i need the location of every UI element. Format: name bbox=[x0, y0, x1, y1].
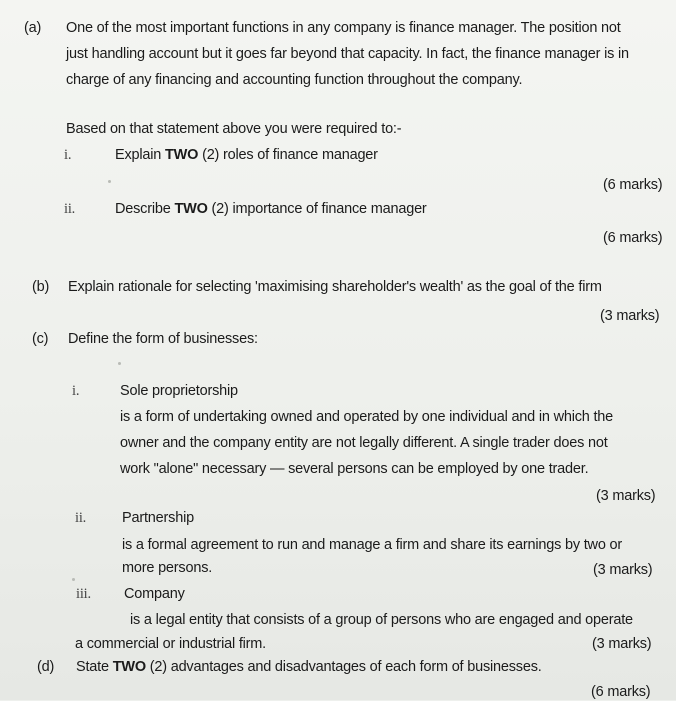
question-a-item-1-numeral: i. bbox=[64, 147, 72, 163]
question-b-label: (b) bbox=[32, 279, 50, 295]
question-c-item-3-line-1: is a legal entity that consists of a group of persons who are engaged and operate bbox=[130, 612, 633, 628]
question-c-item-1-marks: (3 marks) bbox=[596, 488, 656, 504]
question-c-item-3-numeral: iii. bbox=[76, 586, 91, 602]
question-c-item-2-line-1: is a formal agreement to run and manage a firm and share its earnings by two or bbox=[122, 537, 623, 553]
question-d-marks: (6 marks) bbox=[591, 684, 651, 700]
question-a-item-2-numeral: ii. bbox=[64, 201, 76, 217]
question-a-intro-line-1: One of the most important functions in any company is finance manager. The position not bbox=[66, 20, 621, 36]
question-a-intro-line-3: charge of any financing and accounting function throughout the company. bbox=[66, 72, 523, 88]
question-c-item-2-line-2: more persons. bbox=[122, 560, 213, 576]
question-d-label: (d) bbox=[37, 659, 55, 675]
question-c-item-1-line-1: is a form of undertaking owned and operated by one individual and in which the bbox=[120, 409, 614, 425]
question-a-intro-line-2: just handling account but it goes far beyond that capacity. In fact, the finance manager is in bbox=[66, 46, 629, 62]
scan-speck bbox=[72, 578, 75, 581]
question-b-text: Explain rationale for selecting 'maximising shareholder's wealth' as the goal of the firm bbox=[68, 279, 602, 295]
question-a-item-2-marks: (6 marks) bbox=[603, 230, 663, 246]
question-a-label: (a) bbox=[24, 20, 42, 36]
question-c-item-1-line-2: owner and the company entity are not legally different. A single trader does not bbox=[120, 435, 608, 451]
question-c-item-1-line-3: work "alone" necessary — several persons can be employed by one trader. bbox=[120, 461, 589, 477]
question-c-item-3-marks: (3 marks) bbox=[592, 636, 652, 652]
question-c-item-2-numeral: ii. bbox=[75, 510, 87, 526]
question-c-item-1-numeral: i. bbox=[72, 383, 80, 399]
scan-speck bbox=[118, 362, 121, 365]
question-c-item-1-title: Sole proprietorship bbox=[120, 383, 238, 399]
question-c-label: (c) bbox=[32, 331, 49, 347]
question-b-marks: (3 marks) bbox=[600, 308, 660, 324]
question-c-item-2-marks: (3 marks) bbox=[593, 562, 653, 578]
question-a-item-2-text: Describe TWO (2) importance of finance manager bbox=[115, 201, 427, 217]
question-a-lead: Based on that statement above you were required to:- bbox=[66, 121, 402, 137]
scan-speck bbox=[108, 180, 111, 183]
question-c-text: Define the form of businesses: bbox=[68, 331, 258, 347]
question-a-item-1-marks: (6 marks) bbox=[603, 177, 663, 193]
question-a-item-1-text: Explain TWO (2) roles of finance manager bbox=[115, 147, 378, 163]
question-d-text: State TWO (2) advantages and disadvantages of each form of businesses. bbox=[76, 659, 542, 675]
question-c-item-3-title: Company bbox=[124, 586, 185, 602]
question-c-item-3-line-2: a commercial or industrial firm. bbox=[75, 636, 267, 652]
question-c-item-2-title: Partnership bbox=[122, 510, 194, 526]
